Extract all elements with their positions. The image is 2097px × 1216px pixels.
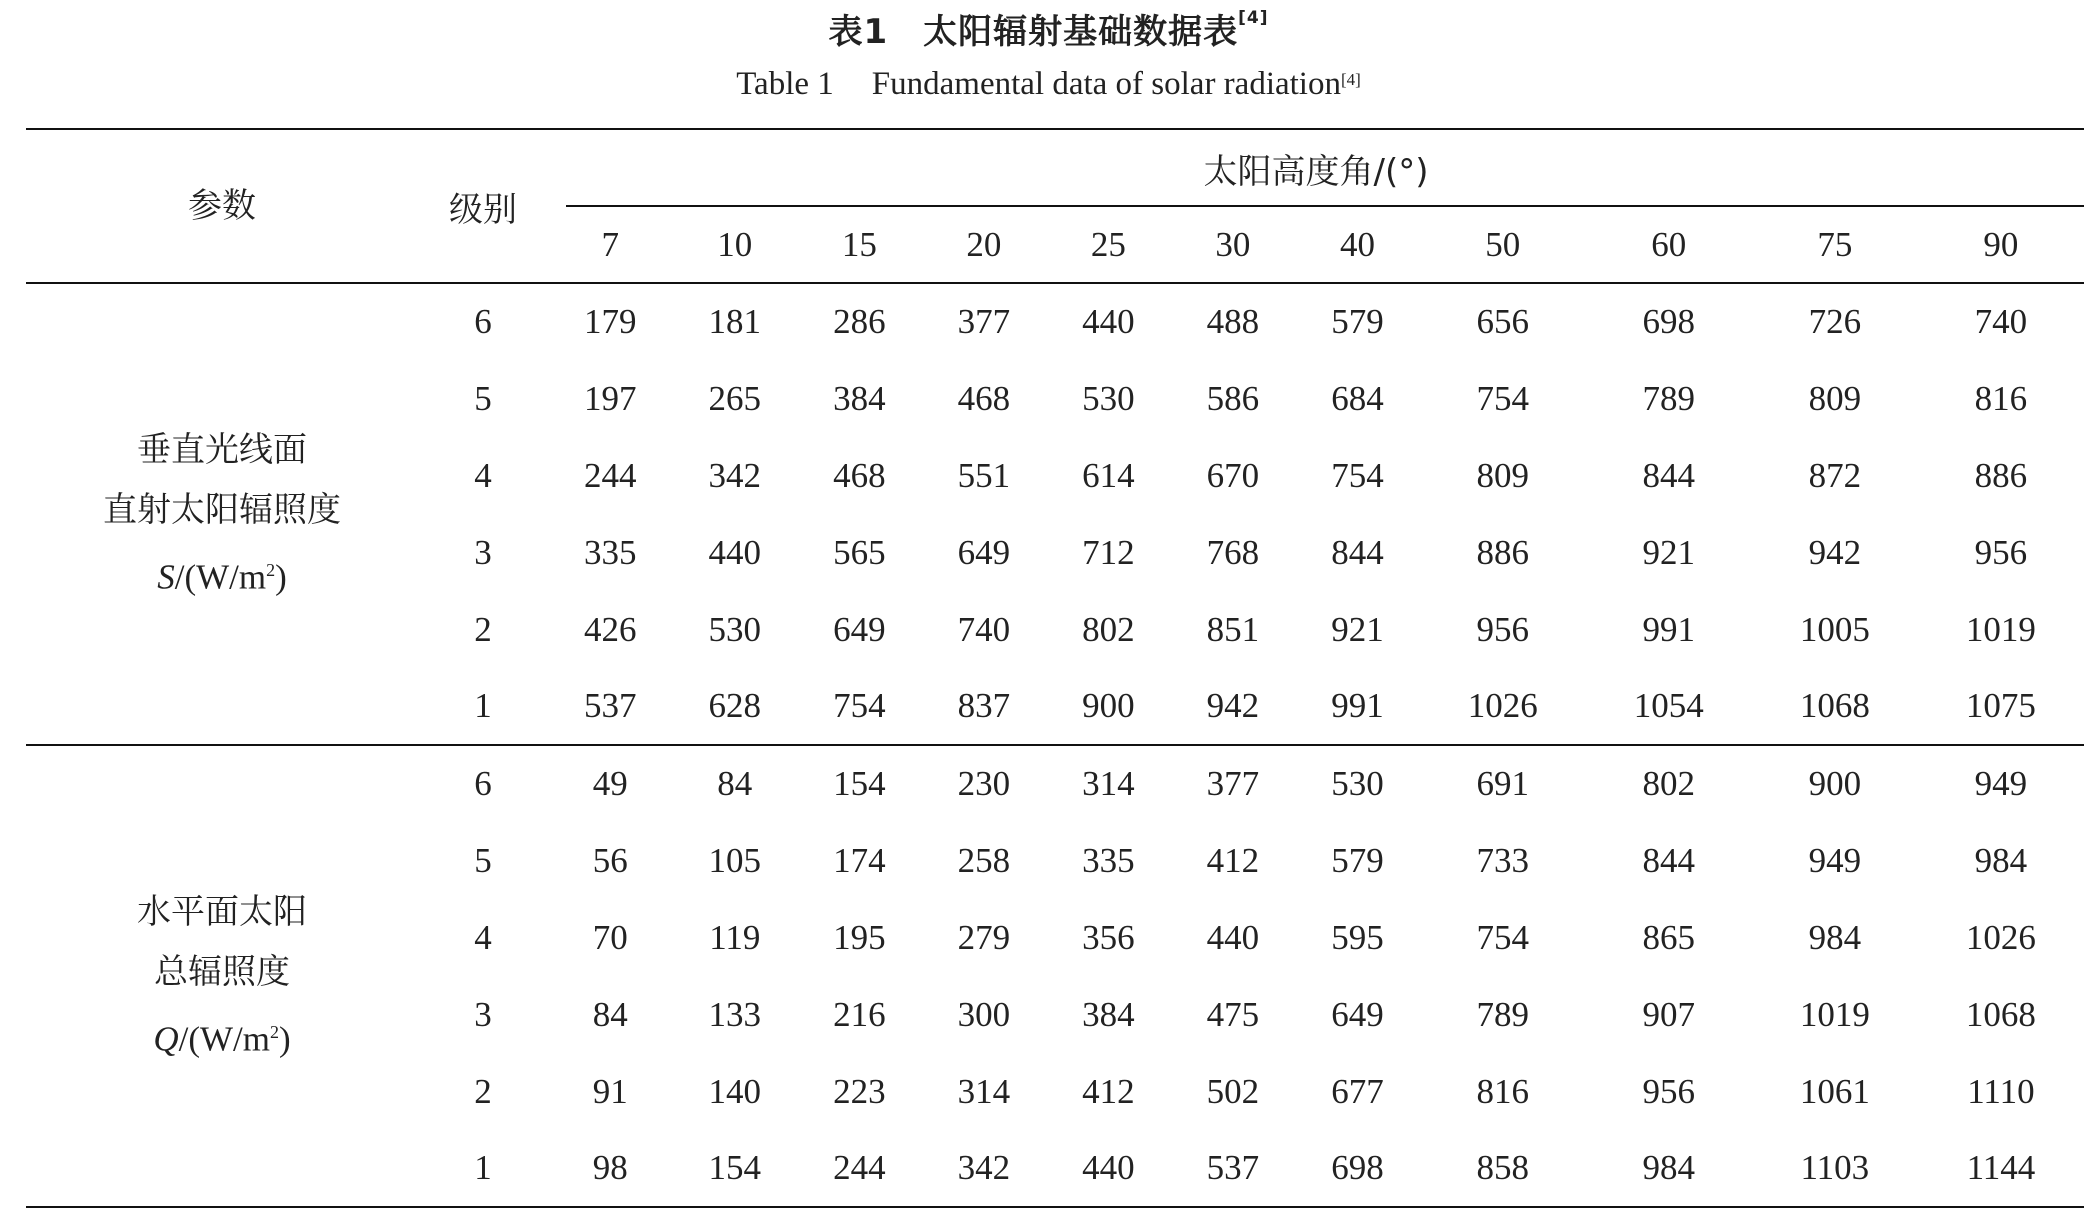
param-label-1: [26, 745, 418, 1207]
value-cell: 488: [1206, 302, 1260, 341]
value-cell: 698: [1331, 1148, 1384, 1187]
value-cell: 426: [584, 609, 637, 649]
value-cell: 530: [1331, 764, 1384, 803]
value-cell: 258: [957, 840, 1011, 880]
table-row: [26, 745, 2084, 822]
value-cell: 712: [1082, 532, 1135, 572]
param-name-line: 直射太阳辐照度: [103, 490, 341, 531]
value-cell: 754: [1476, 917, 1529, 957]
value-cell: 1103: [1800, 1148, 1870, 1187]
value-cell: 579: [1331, 302, 1384, 341]
value-cell: 342: [957, 1148, 1011, 1187]
grade-cell: 4: [474, 917, 492, 957]
value-cell: 70: [592, 917, 628, 957]
value-cell: 1005: [1799, 609, 1870, 649]
param-unit: [26, 1002, 418, 1070]
value-cell: 140: [708, 1071, 762, 1111]
value-cell: 579: [1331, 840, 1384, 880]
value-cell: 1061: [1799, 1071, 1870, 1111]
value-cell: 802: [1082, 609, 1135, 649]
value-cell: 844: [1642, 455, 1696, 495]
table-title-cn: [0, 4, 2097, 53]
value-cell: 197: [584, 378, 637, 418]
value-cell: 502: [1206, 1071, 1260, 1111]
header-angle-3: 20: [966, 224, 1002, 264]
value-cell: 768: [1206, 532, 1260, 572]
value-cell: 984: [1642, 1148, 1696, 1187]
value-cell: 56: [592, 840, 628, 880]
header-angle-10: 90: [1983, 224, 2019, 264]
value-cell: 133: [708, 994, 762, 1034]
value-cell: 551: [957, 455, 1011, 495]
title-en-text: Fundamental data of solar radiation: [871, 66, 1341, 102]
grade-cell: 4: [474, 455, 492, 495]
value-cell: 537: [1206, 1148, 1260, 1187]
value-cell: 991: [1331, 686, 1384, 725]
value-cell: 956: [1974, 532, 2028, 572]
value-cell: 412: [1206, 840, 1260, 880]
title-cn-ref: [4]: [1238, 8, 1269, 28]
grade-cell: 5: [474, 378, 492, 418]
value-cell: 314: [1082, 764, 1135, 803]
value-cell: 858: [1476, 1148, 1529, 1187]
value-cell: 342: [708, 455, 762, 495]
param-name-line: 水平面太阳: [137, 892, 307, 933]
param-name-line: 总辐照度: [154, 952, 290, 993]
value-cell: 754: [1331, 455, 1384, 495]
value-cell: 384: [1082, 994, 1135, 1034]
title-en-ref: [4]: [1340, 70, 1361, 89]
param-label-0: [26, 283, 418, 745]
unit-prefix: /(W/m: [178, 1019, 270, 1059]
value-cell: 614: [1082, 455, 1135, 495]
table-row: [26, 283, 2084, 360]
value-cell: 412: [1082, 1071, 1135, 1111]
value-cell: 1026: [1467, 686, 1538, 725]
value-cell: 949: [1974, 764, 2028, 803]
value-cell: 949: [1808, 840, 1862, 880]
value-cell: 1054: [1633, 686, 1704, 725]
value-cell: 649: [957, 532, 1011, 572]
unit-sup: 2: [266, 560, 276, 581]
header-angle-1: 10: [717, 224, 753, 264]
param-symbol: S: [157, 557, 175, 597]
value-cell: 754: [833, 686, 886, 725]
grade-cell: 1: [474, 1148, 492, 1187]
value-cell: 809: [1808, 378, 1862, 418]
header-angle-0: 7: [601, 224, 620, 264]
value-cell: 628: [708, 686, 762, 725]
value-cell: 649: [833, 609, 886, 649]
value-cell: 279: [957, 917, 1011, 957]
value-cell: 942: [1206, 686, 1260, 725]
value-cell: 851: [1206, 609, 1260, 649]
value-cell: 91: [592, 1071, 628, 1111]
grade-cell: 2: [474, 1071, 492, 1111]
value-cell: 942: [1808, 532, 1862, 572]
value-cell: 377: [957, 302, 1011, 341]
header-angle-4: 25: [1090, 224, 1126, 264]
value-cell: 984: [1974, 840, 2028, 880]
header-angle-7: 50: [1485, 224, 1521, 264]
unit-suffix: ): [275, 557, 287, 597]
unit-sup: 2: [270, 1022, 279, 1043]
value-cell: 216: [833, 994, 886, 1034]
value-cell: 475: [1206, 994, 1260, 1034]
value-cell: 816: [1974, 378, 2028, 418]
header-angle-group: [548, 129, 2084, 207]
header-angle-2: 15: [841, 224, 877, 264]
value-cell: 726: [1808, 302, 1862, 341]
solar-radiation-table: [26, 128, 2084, 1208]
value-cell: 1068: [1965, 994, 2036, 1034]
value-cell: 886: [1974, 455, 2028, 495]
value-cell: 1075: [1965, 686, 2036, 725]
value-cell: 900: [1808, 764, 1862, 803]
value-cell: 530: [1082, 378, 1135, 418]
grade-cell: 1: [474, 686, 492, 725]
title-en-label: Table 1: [736, 66, 834, 102]
value-cell: 440: [1206, 917, 1260, 957]
value-cell: 468: [833, 455, 886, 495]
value-cell: 789: [1476, 994, 1529, 1034]
value-cell: 921: [1642, 532, 1696, 572]
param-symbol: Q: [153, 1019, 179, 1059]
value-cell: 174: [833, 840, 886, 880]
value-cell: 377: [1206, 764, 1260, 803]
value-cell: 816: [1476, 1071, 1529, 1111]
value-cell: 356: [1082, 917, 1135, 957]
value-cell: 886: [1476, 532, 1529, 572]
value-cell: 195: [833, 917, 886, 957]
value-cell: 844: [1331, 532, 1384, 572]
value-cell: 565: [833, 532, 886, 572]
value-cell: 809: [1476, 455, 1529, 495]
header-param: 参数: [188, 186, 256, 226]
value-cell: 335: [584, 532, 637, 572]
value-cell: 991: [1642, 609, 1696, 649]
value-cell: 1110: [1967, 1071, 2035, 1111]
value-cell: 440: [1082, 302, 1135, 341]
header-subrule: [566, 205, 2084, 207]
value-cell: 154: [833, 764, 886, 803]
value-cell: 656: [1476, 302, 1529, 341]
value-cell: 837: [957, 686, 1011, 725]
grade-cell: 5: [474, 840, 492, 880]
value-cell: 740: [957, 609, 1011, 649]
value-cell: 865: [1642, 917, 1696, 957]
value-cell: 740: [1974, 302, 2028, 341]
value-cell: 179: [584, 302, 637, 341]
value-cell: 98: [592, 1148, 628, 1187]
value-cell: 530: [708, 609, 762, 649]
value-cell: 595: [1331, 917, 1384, 957]
value-cell: 921: [1331, 609, 1384, 649]
header-angle-6: 40: [1339, 224, 1375, 264]
value-cell: 844: [1642, 840, 1696, 880]
header-angle-8: 60: [1651, 224, 1687, 264]
value-cell: 119: [709, 917, 761, 957]
value-cell: 984: [1808, 917, 1862, 957]
value-cell: 300: [957, 994, 1011, 1034]
value-cell: 84: [717, 764, 753, 803]
value-cell: 1068: [1799, 686, 1870, 725]
value-cell: 440: [708, 532, 762, 572]
param-unit: [26, 540, 418, 608]
value-cell: 230: [957, 764, 1011, 803]
header-grade: 级别: [449, 189, 517, 230]
value-cell: 244: [584, 455, 637, 495]
unit-suffix: ): [279, 1019, 291, 1059]
title-cn-text: 表1 太阳辐射基础数据表: [828, 12, 1239, 52]
value-cell: 684: [1331, 378, 1384, 418]
value-cell: 440: [1082, 1148, 1135, 1187]
value-cell: 733: [1476, 840, 1529, 880]
value-cell: 586: [1206, 378, 1260, 418]
value-cell: 314: [957, 1071, 1011, 1111]
param-name-line: 垂直光线面: [137, 430, 307, 471]
value-cell: 181: [708, 302, 762, 341]
value-cell: 335: [1082, 840, 1135, 880]
grade-cell: 3: [474, 994, 492, 1034]
value-cell: 802: [1642, 764, 1696, 803]
grade-cell: 3: [474, 532, 492, 572]
header-row-1: [26, 129, 2084, 207]
grade-cell: 6: [474, 764, 492, 803]
grade-cell: 6: [474, 302, 492, 341]
value-cell: 84: [592, 994, 628, 1034]
value-cell: 872: [1808, 455, 1862, 495]
table-title-en: [0, 66, 2097, 103]
value-cell: 384: [833, 378, 886, 418]
value-cell: 907: [1642, 994, 1696, 1034]
header-angle-9: 75: [1817, 224, 1853, 264]
value-cell: 900: [1082, 686, 1135, 725]
value-cell: 105: [708, 840, 762, 880]
value-cell: 670: [1206, 455, 1260, 495]
value-cell: 223: [833, 1071, 886, 1111]
header-angle-5: 30: [1215, 224, 1251, 264]
value-cell: 691: [1476, 764, 1529, 803]
value-cell: 468: [957, 378, 1011, 418]
value-cell: 537: [584, 686, 637, 725]
value-cell: 265: [708, 378, 762, 418]
value-cell: 956: [1476, 609, 1529, 649]
grade-cell: 2: [474, 609, 492, 649]
value-cell: 649: [1331, 994, 1384, 1034]
value-cell: 286: [833, 302, 886, 341]
value-cell: 677: [1331, 1071, 1384, 1111]
value-cell: 698: [1642, 302, 1696, 341]
value-cell: 1019: [1799, 994, 1870, 1034]
unit-prefix: /(W/m: [174, 557, 267, 597]
value-cell: 154: [708, 1148, 762, 1187]
header-angle-label: 太阳高度角/(°): [1203, 152, 1429, 192]
value-cell: 956: [1642, 1071, 1696, 1111]
value-cell: 789: [1642, 378, 1696, 418]
value-cell: 49: [592, 764, 628, 803]
value-cell: 1144: [1966, 1148, 2036, 1187]
value-cell: 244: [833, 1148, 886, 1187]
value-cell: 754: [1476, 378, 1529, 418]
value-cell: 1019: [1965, 609, 2036, 649]
value-cell: 1026: [1965, 917, 2036, 957]
